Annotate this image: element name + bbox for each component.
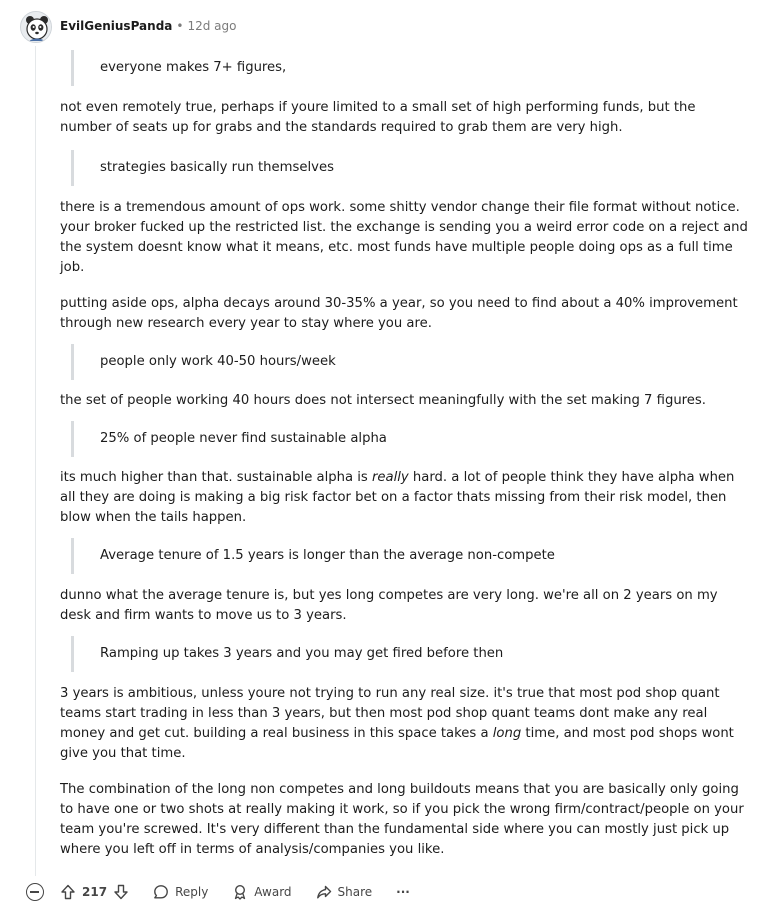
more-icon: ··· xyxy=(396,885,410,899)
paragraph-text: 3 years is ambitious, unless youre not trying to run any real size. it's true that most pod shop quant teams start trading in less than 3 years, but then most pod shop quant teams dont make any real money and get cut. building a real business in this space takes a xyxy=(60,686,720,741)
paragraph xyxy=(60,684,750,764)
paragraph xyxy=(60,468,750,528)
separator-dot: • xyxy=(176,19,184,33)
paragraph: dunno what the average tenure is, but yes long competes are very long. we're all on 2 years on my desk and firm wants to move us to 3 years. xyxy=(60,588,718,623)
blockquote xyxy=(71,344,750,380)
quote-text: Ramping up takes 3 years and you may get fired before then xyxy=(100,646,504,661)
comment-bubble-icon xyxy=(153,884,169,900)
blockquote xyxy=(71,421,750,457)
comment-header xyxy=(60,17,236,35)
collapse-icon[interactable] xyxy=(26,883,44,901)
emphasis-text: long xyxy=(492,726,522,741)
blockquote xyxy=(71,150,750,186)
paragraph: there is a tremendous amount of ops work. some shitty vendor change their file format without notice. your broker fucked up the restricted list. the exchange is sending you a weird error code on a reject and the system doesnt know what it means, etc. most funds have multiple people doing ops as a full time job. xyxy=(60,200,748,275)
quote-text: everyone makes 7+ figures, xyxy=(100,60,287,75)
blockquote xyxy=(71,50,750,86)
paragraph: The combination of the long non competes and long buildouts means that you are basically only going to have one or two shots at really making it work, so if you pick the wrong firm/contract/people on your team you're screwed. It's very different than the fundamental side where you can mostly just pick up where you left off in terms of analysis/companies you like. xyxy=(60,782,744,857)
more-options-button[interactable] xyxy=(396,885,410,899)
paragraph: not even remotely true, perhaps if youre limited to a small set of high performing funds, but the number of seats up for grabs and the standards required to grab them are very high. xyxy=(60,100,696,135)
panda-avatar-icon xyxy=(21,12,52,43)
share-label: Share xyxy=(337,885,373,899)
comment-timestamp[interactable]: 12d ago xyxy=(187,19,237,33)
quote-text: people only work 40-50 hours/week xyxy=(100,354,336,369)
quote-text: Average tenure of 1.5 years is longer than the average non-compete xyxy=(100,548,555,563)
reply-button[interactable] xyxy=(153,884,208,900)
quote-text: 25% of people never find sustainable alpha xyxy=(100,431,387,446)
quote-text: strategies basically run themselves xyxy=(100,160,334,175)
award-label: Award xyxy=(254,885,292,899)
vote-count: 217 xyxy=(82,885,108,899)
paragraph-text: hard. a lot of people think they have alpha when all they are doing is making a big risk factor bet on a factor thats missing from their risk model, then blow when the tails happen. xyxy=(60,470,735,525)
share-button[interactable] xyxy=(316,884,373,900)
award-icon xyxy=(232,884,248,900)
paragraph: the set of people working 40 hours does not intersect meaningfully with the set making 7 figures. xyxy=(60,393,706,408)
paragraph-text: time, and most pod shops wont give you that time. xyxy=(60,726,734,761)
paragraph-text: its much higher than that. sustainable alpha is xyxy=(60,470,372,485)
emphasis-text: really xyxy=(371,470,409,485)
downvote-icon[interactable] xyxy=(113,884,129,900)
paragraph: putting aside ops, alpha decays around 30-35% a year, so you need to find about a 40% improvement through new research every year to stay where you are. xyxy=(60,296,738,331)
vote-controls xyxy=(60,884,129,900)
comment-body xyxy=(60,50,750,860)
thread-collapse-line[interactable] xyxy=(35,46,36,876)
upvote-icon[interactable] xyxy=(60,884,76,900)
share-icon xyxy=(316,884,332,900)
avatar[interactable] xyxy=(20,11,52,43)
comment-action-bar xyxy=(26,880,410,904)
author-name[interactable]: EvilGeniusPanda xyxy=(60,19,173,33)
blockquote xyxy=(71,538,750,574)
award-button[interactable] xyxy=(232,884,291,900)
reply-label: Reply xyxy=(175,885,209,899)
blockquote xyxy=(71,636,750,672)
